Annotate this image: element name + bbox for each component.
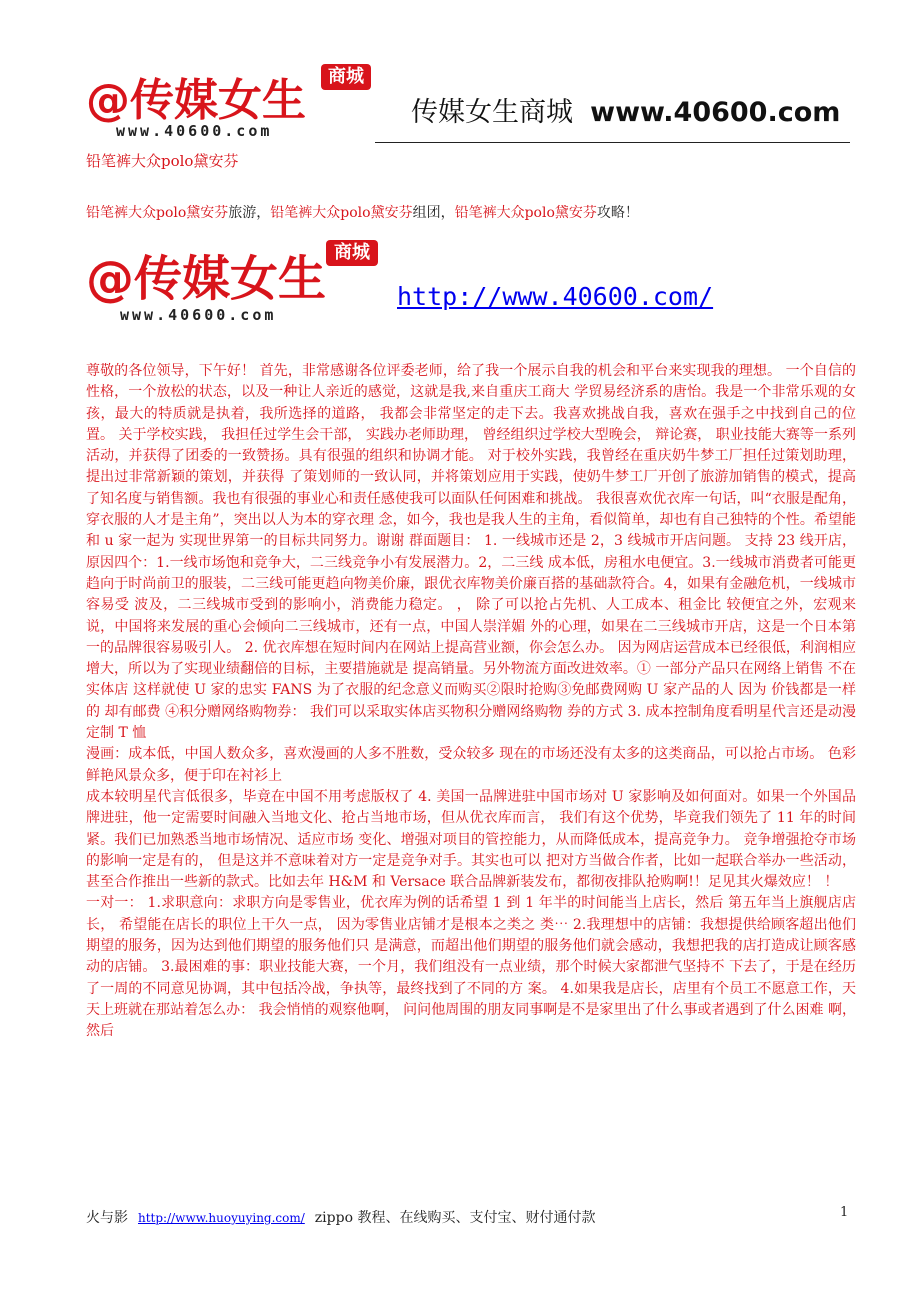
intro-text-1: 旅游，: [228, 205, 271, 221]
logo-badge: 商城: [326, 240, 378, 266]
header-title: [411, 90, 840, 129]
logo-badge: 商城: [321, 64, 371, 90]
body-paragraph-2: 漫画：成本低，中国人数众多，喜欢漫画的人多不胜数，受众较多 现在的市场还没有太多的这类商品，可以抢占市场。 色彩鲜艳风景众多，便于印在衬衫上: [86, 746, 856, 784]
intro-keyword-1: 铅笔裤大众polo黛安芬: [86, 205, 229, 221]
body-paragraph-1: 尊敬的各位领导，下午好！ 首先，非常感谢各位评委老师，给了我一个展示自我的机会和平台来实现我的理想。 一个自信的性格，一个放松的状态，以及一种让人亲近的感觉，这就是我,来自重庆工商大 学贸易经济系的唐怡。我是一个非常乐观的女孩，最大的特质就是执着，我所选择的道路， 我都会非常坚定的走下去。我喜欢挑战自我，喜欢在强手之中找到自己的位置。 关于学校实践， 我担任过学生会干部， 实践办老师助理， 曾经组织过学校大型晚会， 辩论赛， 职业技能大赛等一系列活动，并获得了团委的一致赞扬。具有很强的组织和协调才能。 对于校外实践，我曾经在重庆奶牛梦工厂担任过策划助理，提出过非常新颖的策划，并获得 了策划师的一致认同，并将策划应用于实践，使奶牛梦工厂开创了旅游加销售的模式，提高 了知名度与销售额。我也有很强的事业心和责任感使我可以面队任何困难和挑战。 我很喜欢优衣库一句话，叫“衣服是配角，穿衣服的人才是主角”，突出以人为本的穿衣理 念，如今，我也是我人生的主角，看似简单，却也有自己独特的个性。希望能和 u 家一起为 实现世界第一的目标共同努力。谢谢 群面题目： 1. 一线城市还是 2，3 线城市开店问题。 支持 23 线开店，原因四个：1.一线市场饱和竞争大，二三线竞争小有发展潜力。2，二三线 成本低，房租水电便宜。3.一线城市消费者可能更趋向于时尚前卫的服装，二三线可能更趋向物美价廉，跟优衣库物美价廉百搭的基础款符合。4，如果有金融危机，一线城市容易受 波及，二三线城市受到的影响小，消费能力稳定。 ， 除了可以抢占先机、人工成本、租金比 较便宜之外，宏观来说，中国将来发展的重心会倾向二三线城市，还有一点，中国人崇洋媚 外的心理，如果在二三线城市开店，这是一个日本第一的品牌很容易吸引人。 2. 优衣库想在短时间内在网站上提高营业额，你会怎么办。 因为网店运营成本已经很低，利润相应增大，所以为了实现业绩翻倍的目标，主要措施就是 提高销量。另外物流方面改进效率。① 一部分产品只在网络上销售 不在实体店 这样就使 U 家的忠实 FANS 为了衣服的纪念意义而购买②限时抢购③免邮费网购 U 家产品的人 因为 价钱都是一样的 却有邮费 ④积分赠网络购物券： 我们可以采取实体店买物积分赠网络购物 券的方式 3. 成本控制角度看明星代言还是动漫定制 T 恤: [86, 363, 856, 742]
content-logo: [86, 240, 376, 330]
header-rule: [375, 142, 850, 143]
logo-url: www.40600.com: [120, 306, 277, 324]
doc-title: 铅笔裤大众polo黛安芬: [86, 152, 239, 170]
intro-keyword-3: 铅笔裤大众polo黛安芬: [454, 205, 597, 221]
intro-keyword-2: 铅笔裤大众polo黛安芬: [270, 205, 413, 221]
footer-prefix: 火与影: [86, 1210, 128, 1226]
footer-suffix: zippo 教程、在线购买、支付宝、财付通付款: [314, 1210, 596, 1226]
logo-text: @传媒女生: [86, 75, 306, 126]
header-logo: [86, 62, 376, 144]
intro-text-3: 攻略！: [596, 205, 639, 221]
body-text: [86, 361, 856, 1043]
body-paragraph-3: 成本较明星代言低很多，毕竟在中国不用考虑版权了 4. 美国一品牌进驻中国市场对 U 家影响及如何面对。如果一个外国品牌进驻，他一定需要时间融入当地文化、抢占当地市场，但从优衣库而言， 我们有这个优势，毕竟我们领先了 11 年的时间紧。我们已加熟悉当地市场情况、适应市场 变化、增强对项目的管控能力，从而降低成本，提高竞争力。 竞争增强抢夺市场的影响一定是有的， 但是这并不意味着对方一定是竞争对手。其实也可以 把对方当做合作者，比如一起联合举办一些活动，甚至合作推出一些新的款式。比如去年 H&M 和 Versace 联合品牌新装发布，都彻夜排队抢购啊!！足见其火爆效应！ ！: [86, 788, 856, 891]
intro-text-2: 组团，: [412, 205, 455, 221]
header-title-cn: 传媒女生商城: [411, 97, 573, 128]
logo-text: @传媒女生: [86, 251, 327, 307]
body-paragraph-4: 一对一： 1.求职意向：求职方向是零售业，优衣库为例的话希望 1 到 1 年半的时间能当上店长，然后 第五年当上旗舰店店长， 希望能在店长的职位上干久一点， 因为零售业店铺才是根本之类之 类⋯ 2.我理想中的店铺：我想提供给顾客超出他们期望的服务，因为达到他们期望的服务他们只 是满意，而超出他们期望的服务他们就会感动，我想把我的店打造成让顾客感动的店铺。 3.最困难的事：职业技能大赛，一个月，我们组没有一点业绩，那个时候大家都泄气坚持不 下去了，于是在经历了一周的不同意见协调，其中包括冷战，争执等，最终找到了不同的方 案。 4.如果我是店长，店里有个员工不愿意工作，天天上班就在那站着怎么办： 我会悄悄的观察他啊， 问问他周围的朋友同事啊是不是家里出了什么事或者遇到了什么困难 啊，然后: [86, 895, 856, 1040]
footer-link[interactable]: http://www.huoyuying.com/: [138, 1211, 305, 1225]
logo-url: www.40600.com: [116, 122, 273, 140]
site-link[interactable]: http://www.40600.com/: [397, 282, 714, 311]
header-title-url: www.40600.com: [590, 97, 841, 128]
page-number: 1: [840, 1205, 849, 1220]
footer: [86, 1207, 595, 1227]
intro-line: [86, 202, 639, 222]
